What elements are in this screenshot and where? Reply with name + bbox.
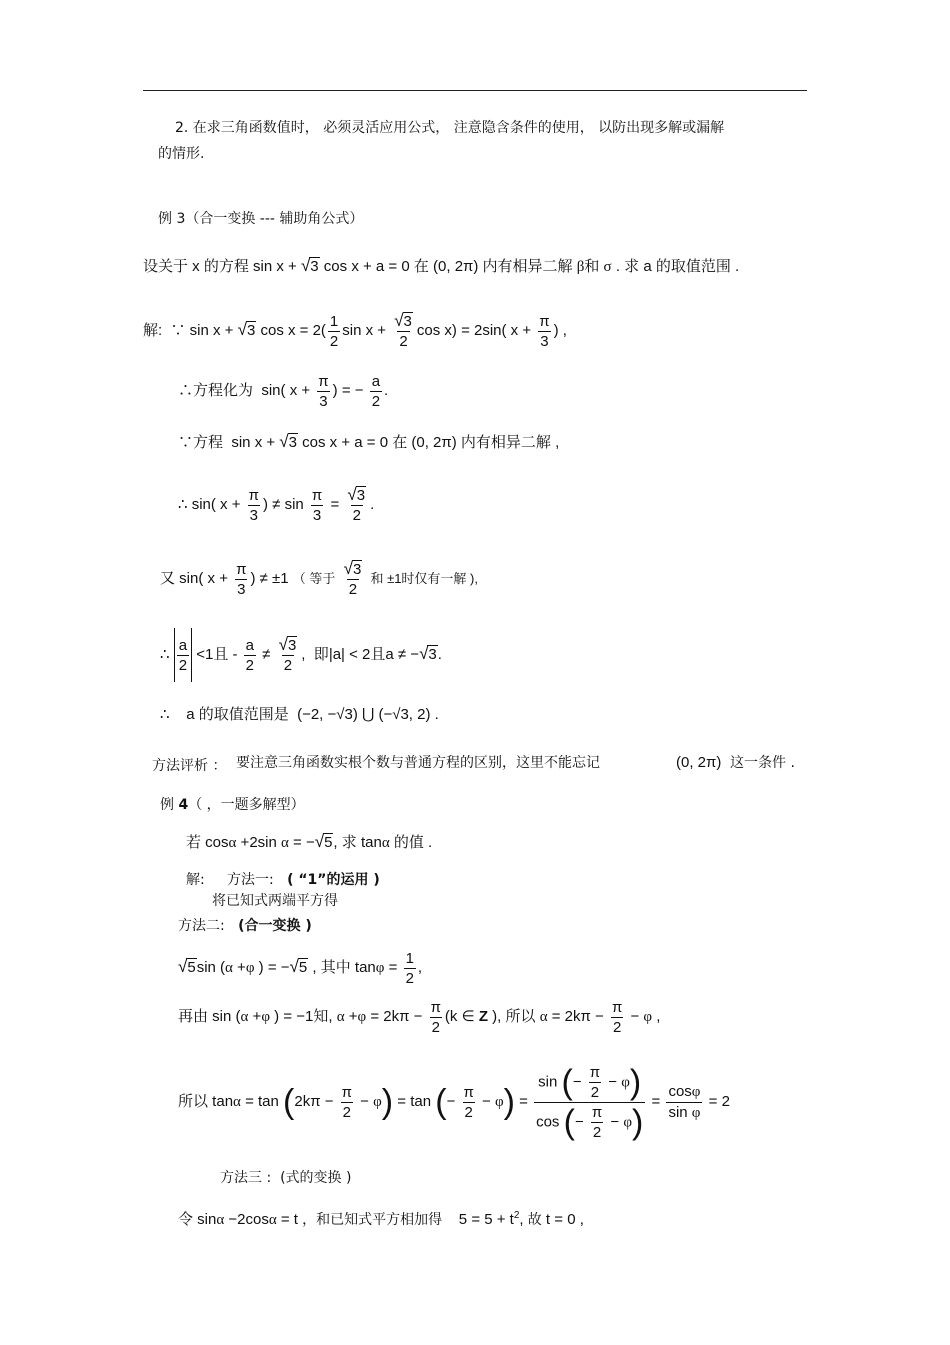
given-tail: 的值 . — [393, 834, 433, 851]
equal-note: （ 等于 — [292, 571, 336, 586]
solution-label: 解: — [143, 322, 163, 339]
range-value: (−2, −√3) ⋃ (−√3, 2) . — [297, 706, 439, 723]
given-ask: 求 — [341, 834, 357, 851]
method3-mid: ，和已知式平方相加得 — [302, 1211, 443, 1227]
method-review-tail: 这一条件 . — [730, 755, 795, 771]
problem-condition: 在 (0, 2π) 内有相异二解 — [413, 258, 573, 275]
given-pre: 若 — [186, 834, 202, 851]
solution-line4: ∴ sin( x + $\frac{\pi}{3}$ ) ≠ sin $\frac{\pi}{3}$ = $\frac{√3}{2}$ . — [178, 485, 375, 525]
method2-know: 知, — [313, 1008, 333, 1025]
method2-line1: √5sin (α +φ ) = −√5 , 其中 tanφ = $\frac{1}{2}$ , — [178, 949, 423, 987]
method2-name: (合一变换 ) — [238, 918, 312, 934]
method2-line2: 再由 sin (α +φ ) = −1知, α +φ = 2kπ − $\frac{\pi}{2}$ (k ∈ Z ), 所以 α = 2kπ − $\frac{\pi}{2}$ − φ , — [178, 998, 661, 1036]
because-condition: 在 (0, 2π) 内有相异二解 , — [392, 434, 560, 451]
method3-let: 令 — [178, 1211, 194, 1228]
method3-tail: 故 — [527, 1211, 542, 1227]
example4-given: 若 cosα +2sin α = −√5, 求 tanα 的值 . — [186, 832, 433, 851]
method2-header — [178, 916, 312, 936]
header-rule — [143, 90, 807, 91]
example3-problem: 设关于 x 的方程 sin x + √3 cos x + a = 0 在 (0, 2π) 内有相异二解 β和 σ . 求 a 的取值范围 . — [143, 256, 740, 275]
ex4-suffix: （ ，一题多解型） — [188, 797, 305, 813]
range-label: a 的取值范围是 — [186, 706, 289, 723]
solution-line3: ∵方程 sin x + √3 cos x + a = 0 在 (0, 2π) 内有相异二解 , — [178, 432, 560, 451]
equal-note-2: 和 ±1时仅有一解 ), — [370, 571, 478, 586]
example4-title — [160, 795, 305, 815]
method2-so: 所以 — [505, 1008, 536, 1025]
method-review-interval: (0, 2π) — [676, 754, 722, 771]
method3-name: (式的变换 ) — [280, 1170, 352, 1186]
problem-ask: . 求 a 的取值范围 . — [615, 258, 740, 275]
method3-header — [220, 1168, 351, 1188]
method1-text: 将已知式两端平方得 — [212, 893, 338, 909]
method2-label: 方法二: — [178, 918, 225, 934]
ex4-sol-label: 解: — [186, 872, 205, 888]
method1-label: 方法一: — [226, 872, 274, 888]
solution-line2: ∴方程化为 sin( x + $\frac{\pi}{3}$ ) = − $\frac{a}{2}$ . — [178, 372, 389, 410]
solution-line6: ∴ $\frac{a}{2}$ <1且 - $\frac{a}{2}$ ≠ $\frac{√3}{2}$ , 即|a| < 2且a ≠ −√3. — [160, 627, 442, 682]
solution-line7: ∴ a 的取值范围是 (−2, −√3) ⋃ (−√3, 2) . — [160, 706, 439, 723]
because-label: ∵方程 — [178, 434, 224, 451]
method2-again: 再由 — [178, 1008, 209, 1025]
problem-text: 设关于 x 的方程 — [143, 258, 249, 275]
method3-line1: 令 sinα −2cosα = t ，和已知式平方相加得 $5 = 5 + t^2$, 故 t = 0 , — [178, 1210, 584, 1228]
method-review-label: 方法评析 ： — [152, 758, 227, 774]
ex4-num: 4 — [178, 797, 189, 813]
eq-to-label: ∴方程化为 — [178, 382, 254, 399]
method3-label: 方法三 : — [220, 1170, 272, 1186]
then-label: 即 — [313, 646, 329, 663]
method1-name: ( “1”的运用 ) — [287, 872, 380, 888]
p2-line2: 的情形. — [158, 146, 205, 162]
method2-line3: 所以 tanα = tan (2kπ − $\frac{\pi}{2}$ − φ) = tan (− $\frac{\pi}{2}$ − φ) = sin (− $\frac{\pi}{2}$ − φ) cos (− $\frac{\pi}{2}$ − φ) = $\frac{\cos\varphi}{\text{sin φ}}$ = 2 — [178, 1063, 730, 1142]
also-label: 又 — [160, 570, 176, 587]
method2-where: 其中 — [320, 959, 351, 976]
method1-header — [186, 870, 380, 890]
example3-title: 例 3（合一变换 --- 辅助角公式） — [158, 211, 364, 227]
solution-line1: 解: ∵ sin x + √3 cos x = 2( $\frac{1}{2}$ sin x + $\frac{√3}{2}$ cos x) = 2sin( x + $\frac{\pi}{3}$ ) , — [143, 311, 567, 351]
method2-so2: 所以 — [178, 1093, 209, 1110]
solution-line5: 又 sin( x + $\frac{\pi}{3}$ ) ≠ ±1 （ 等于 $\frac{√3}{2}$ 和 ±1时仅有一解 ), — [160, 559, 478, 599]
p2-line1: 2. 在求三角函数值时， 必须灵活应用公式， 注意隐含条件的使用， 以防出现多解或漏解 — [175, 120, 725, 136]
ex4-prefix: 例 — [160, 797, 174, 813]
method-review-text: 要注意三角函数实根个数与普通方程的区别，这里不能忘记 — [236, 755, 600, 771]
